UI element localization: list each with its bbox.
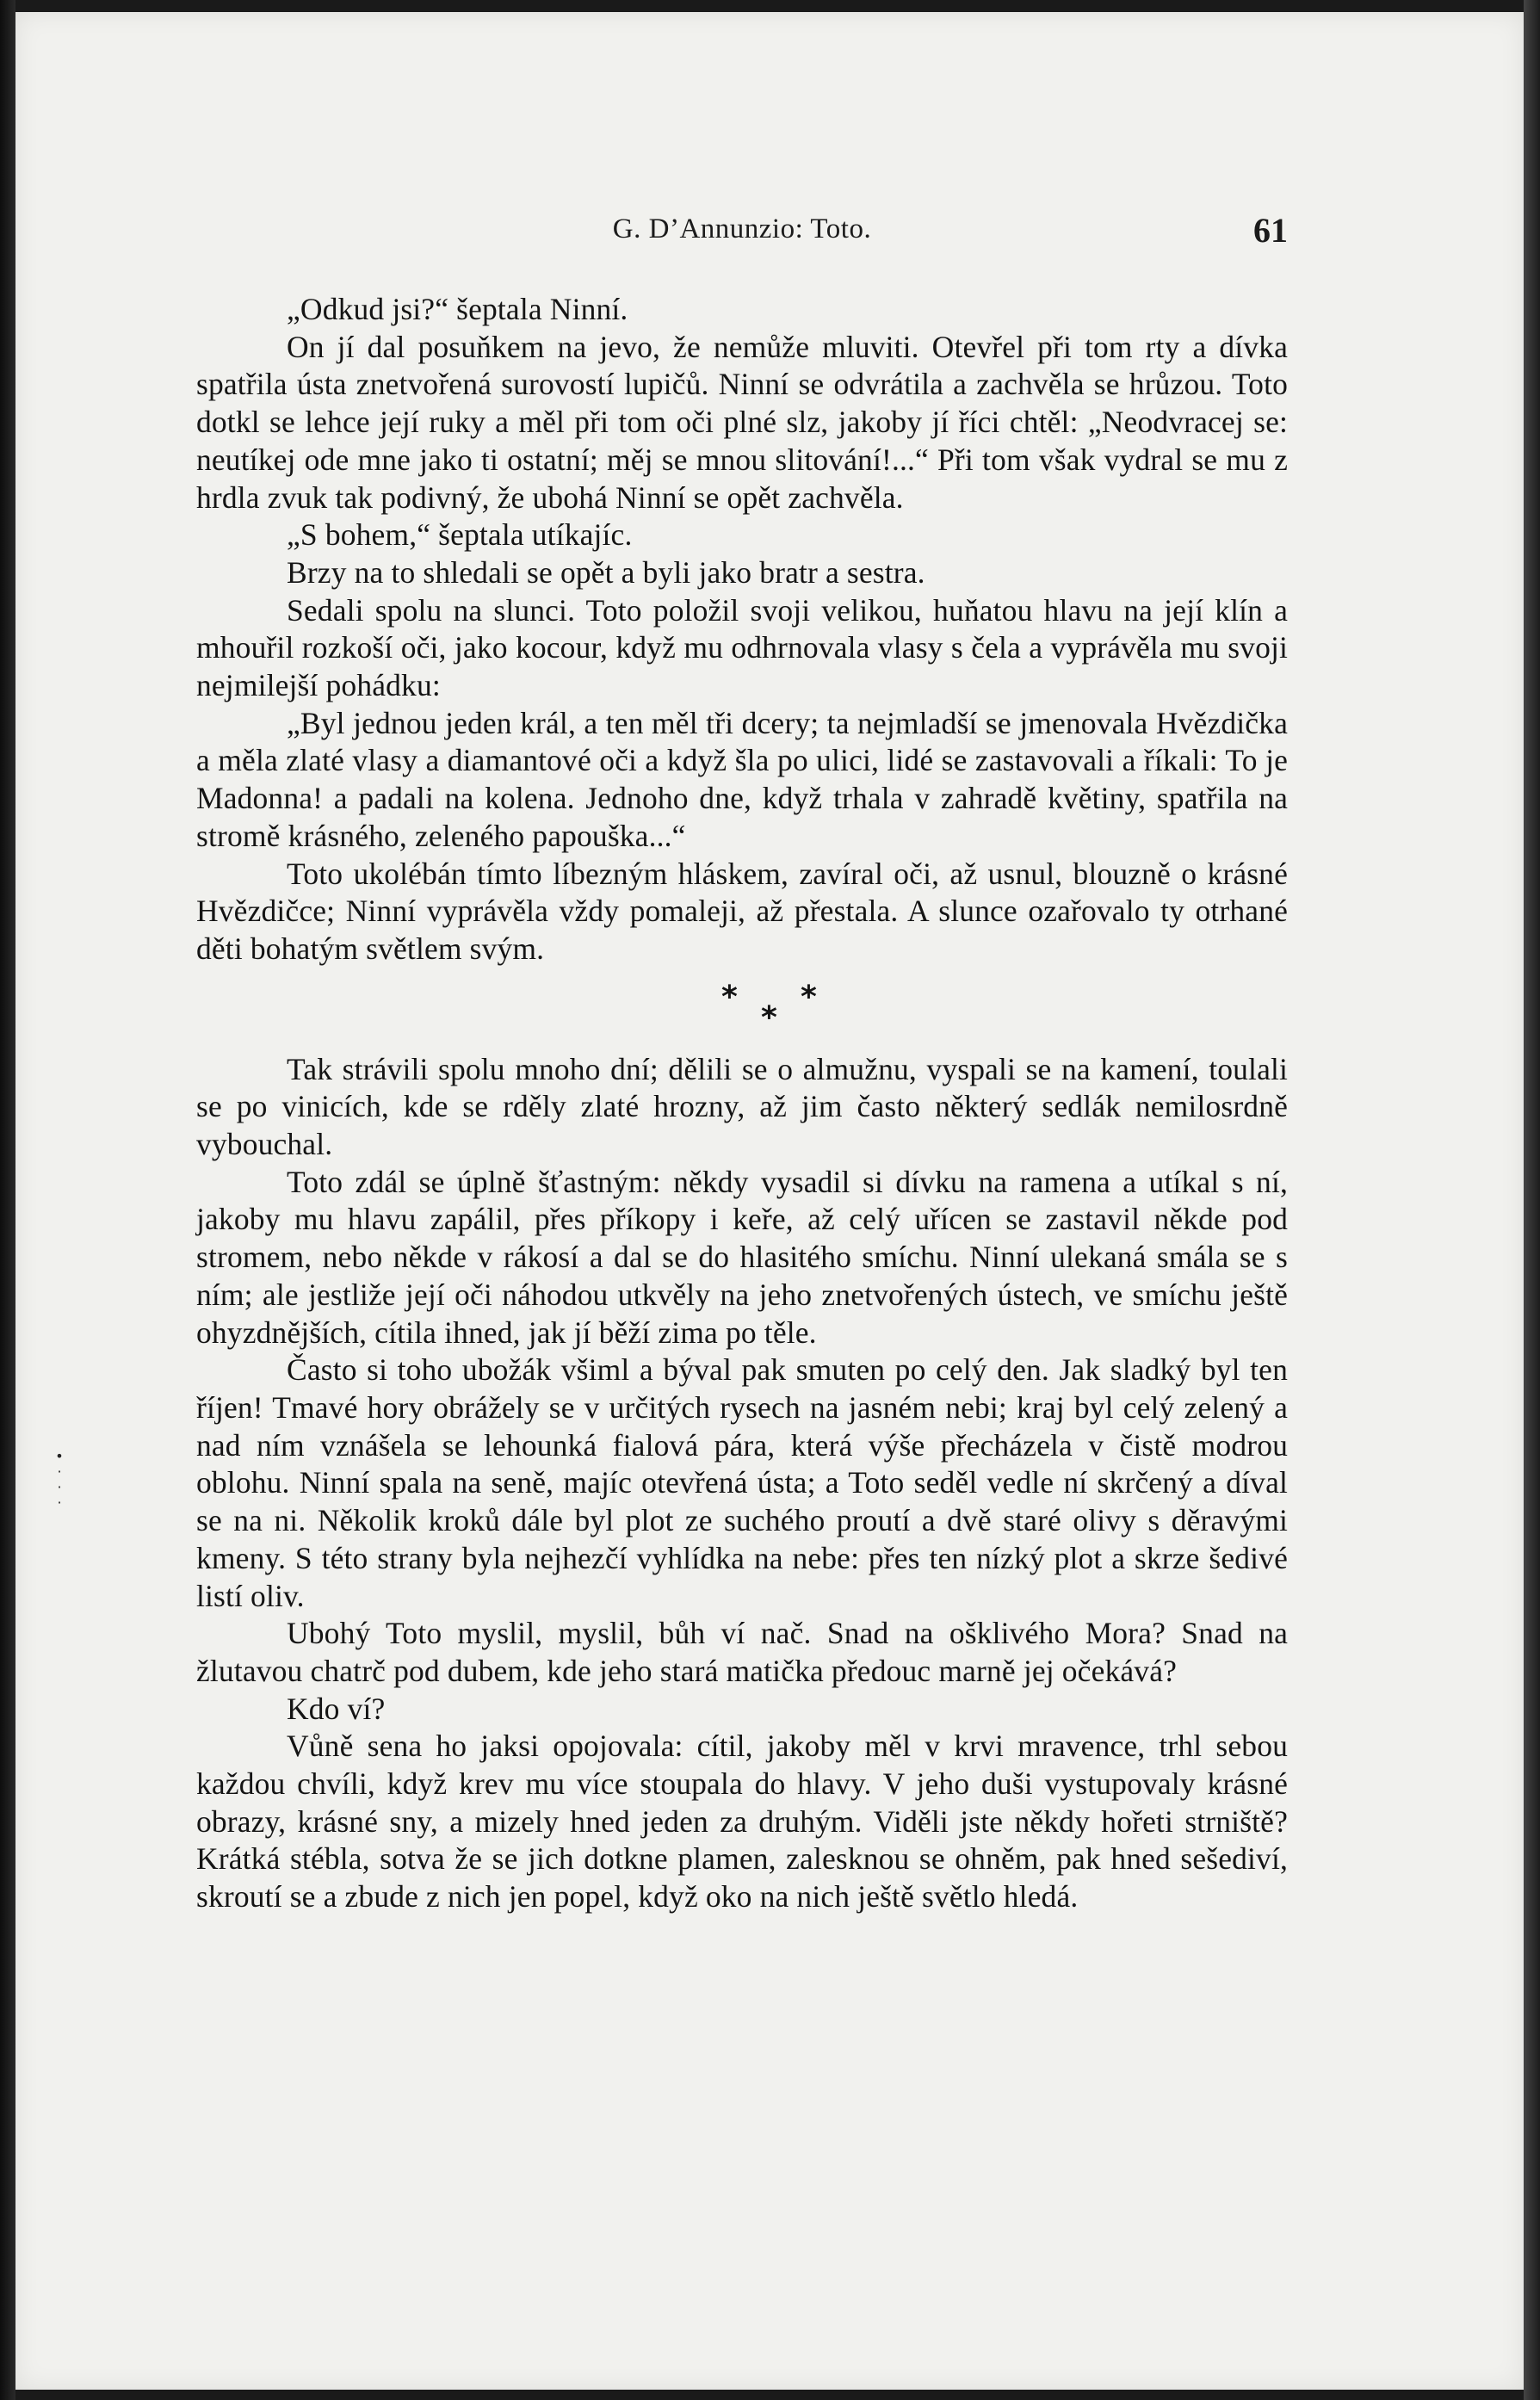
- paragraph: „S bohem,“ šeptala utíkajíc.: [287, 517, 633, 553]
- paragraph: Ubohý Toto myslil, myslil, bůh ví nač. Snad na ošklivého Mora? Snad na žlutavou chatrč pod dubem, kde jeho stará matička předouc marně jej očekává?: [196, 1616, 1288, 1688]
- section-break-star: *: [801, 979, 817, 1015]
- page-number: 61: [1253, 211, 1288, 250]
- margin-marks: • · · ·: [55, 1448, 64, 1511]
- paragraph: „Odkud jsi?“ šeptala Ninní.: [287, 292, 628, 326]
- paragraph: On jí dal posuňkem na jevo, že nemůže mluviti. Otevřel při tom rty a dívka spatřila ústa znetvořená surovostí lupičů. Ninní se odvrátila a zachvěla se hrůzou. Toto dotkl se lehce její ruky a měl při tom oči plné slz, jakoby jí říci chtěl: „Neodvracej se: neutíkej ode mne jako ti ostatní; měj se mnou slitování!...“ Při tom však vydral se mu z hrdla zvuk tak podivný, že ubohá Ninní se opět zachvěla.: [196, 329, 1288, 515]
- paragraph: Vůně sena ho jaksi opojovala: cítil, jakoby měl v krvi mravence, trhl sebou každou chvíli, když krev mu více stoupala do hlavy. V jeho duši vystupovaly krásné obrazy, krásné sny, a mizely hned jeden za druhým. Viděli jste někdy hořeti strniště? Krátká stébla, sotva že se jich dotkne plamen, zalesknou se ohněm, pak hned sešediví, skroutí se a zbude z nich jen popel, když oko na nich ještě světlo hledá.: [196, 1729, 1288, 1914]
- paragraph: Kdo ví?: [287, 1691, 386, 1726]
- section-break-star: *: [761, 999, 777, 1036]
- paragraph: Tak strávili spolu mnoho dní; dělili se o almužnu, vyspali se na kamení, toulali se po vinicích, kde se rděly zlaté hrozny, až jim často některý sedlák nemilosrdně vybouchal.: [196, 1051, 1288, 1162]
- paragraph: „Byl jednou jeden král, a ten měl tři dcery; ta nejmladší se jmenovala Hvězdička a měla zlaté vlasy a diamantové oči a když šla po ulici, lidé se zastavovali a říkali: To je Madonna! a padali na kolena. Jednoho dne, když trhala v zahradě květiny, spatřila na stromě krásného, zeleného papouška...“: [196, 705, 1288, 853]
- page-header: [196, 207, 1288, 258]
- section-break-star: *: [721, 979, 738, 1015]
- scan-left-edge: [0, 0, 15, 2400]
- paragraph: Sedali spolu na slunci. Toto položil svoji velikou, huňatou hlavu na její klín a mhouřil rozkoší oči, jako kocour, když mu odhrnovala vlasy s čela a vyprávěla mu svoji nejmilejší pohádku:: [196, 592, 1288, 703]
- section-break: [196, 968, 1288, 1051]
- paragraph: Často si toho ubožák všiml a býval pak smuten po celý den. Jak sladký byl ten říjen! Tmavé hory obrážely se v určitých rysech na jasném nebi; kraj byl celý zelený a nad ním vznášela se lehounká fialová pára, která výše přecházela v čistě modrou oblohu. Ninní spala na seně, majíc otevřená ústa; a Toto seděl vedle ní skrčený a díval se na ni. Několik kroků dále byl plot ze suchého proutí a dvě staré olivy s děravými kmeny. S této strany byla nejhezčí vyhlídka na nebe: přes ten nízký plot a skrze šedivé listí oliv.: [196, 1352, 1288, 1613]
- body-text: [196, 291, 1288, 1916]
- running-title: G. D’Annunzio: Toto.: [612, 213, 872, 244]
- paragraph: Toto ukolébán tímto líbezným hláskem, zavíral oči, až usnul, blouzně o krásné Hvězdičce; Ninní vyprávěla vždy pomaleji, až přestala. A slunce ozařovalo ty otrhané děti bohatým světlem svým.: [196, 856, 1288, 966]
- scan-right-edge: [1524, 0, 1540, 2400]
- paragraph: Brzy na to shledali se opět a byli jako bratr a sestra.: [287, 554, 925, 590]
- paragraph: Toto zdál se úplně šťastným: někdy vysadil si dívku na ramena a utíkal s ní, jakoby mu hlavu zapálil, přes příkopy i keře, až celý uřícen se zastavil někde pod stromem, nebo někde v rákosí a dal se do hlasitého smíchu. Ninní ulekaná smála se s ním; ale jestliže její oči náhodou utkvěly na jeho znetvořených ústech, ve smíchu ještě ohyzdnějších, cítila ihned, jak jí běží zima po těle.: [196, 1164, 1288, 1350]
